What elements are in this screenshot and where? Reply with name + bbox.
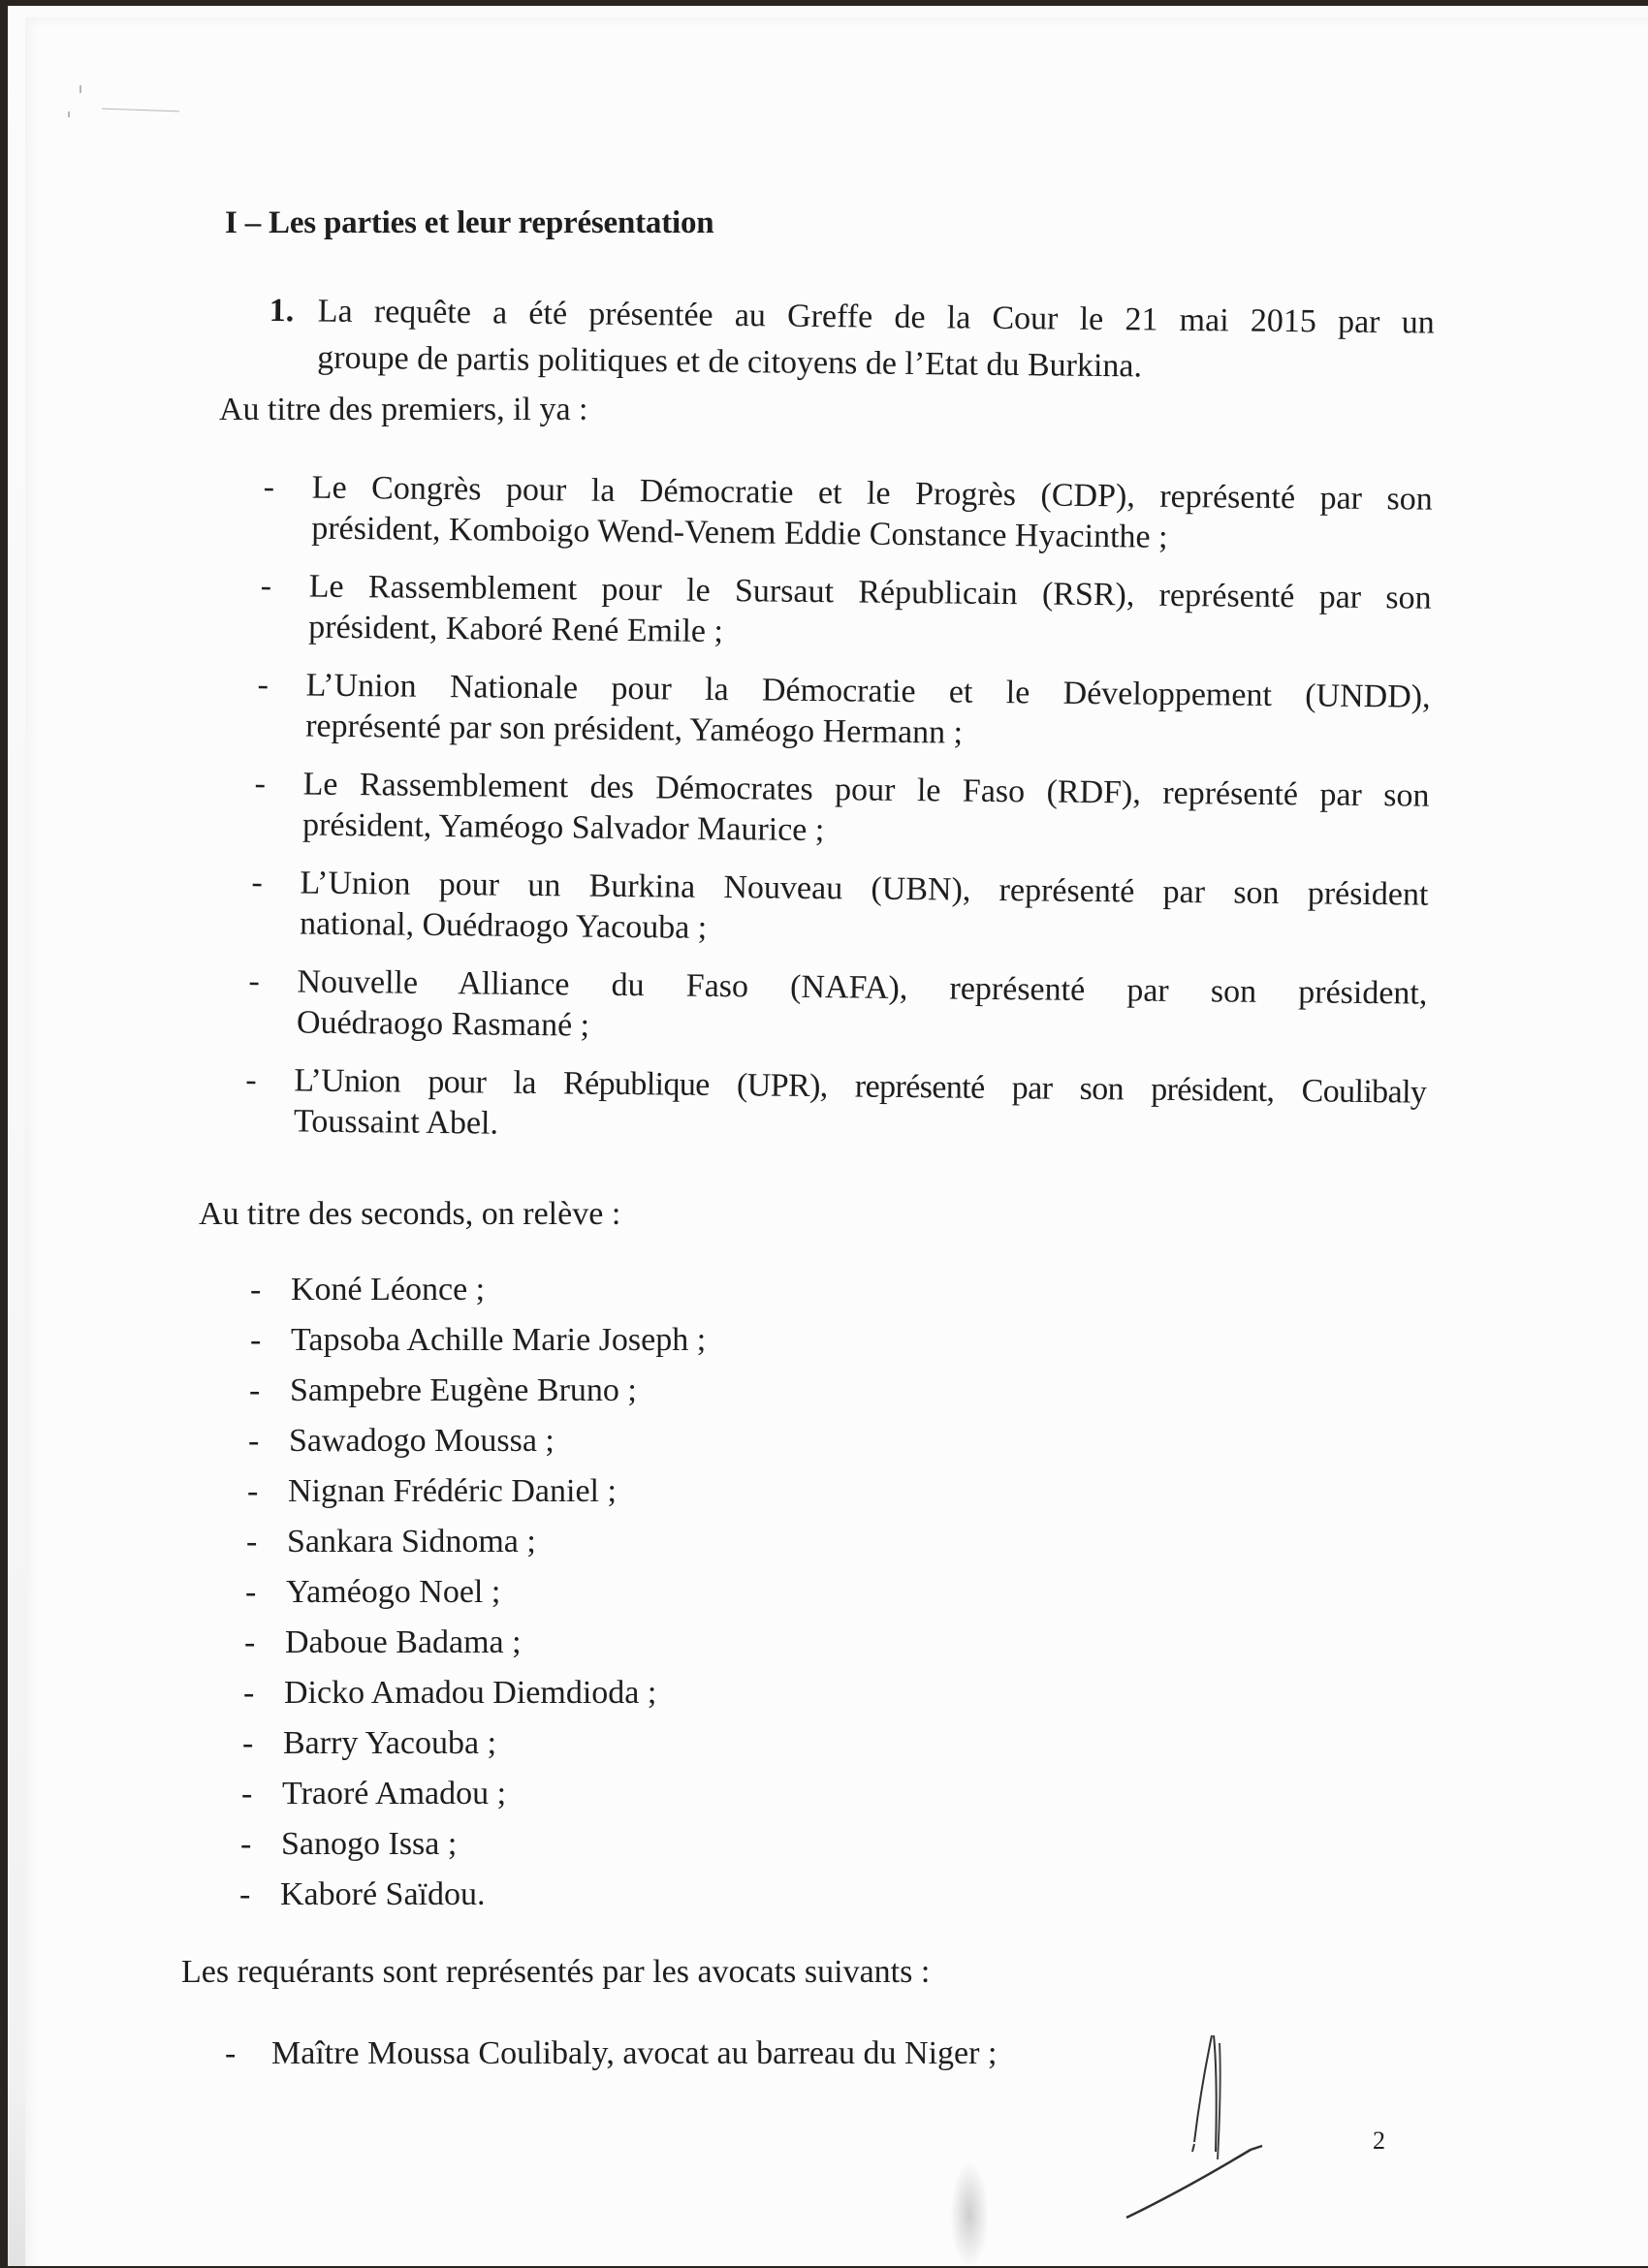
bullet-dash: - bbox=[260, 568, 272, 605]
scan-mark bbox=[79, 85, 81, 93]
bullet-dash: - bbox=[250, 1322, 262, 1358]
paragraph-1 bbox=[269, 291, 1435, 391]
citizen-name: Barry Yacouba ; bbox=[283, 1725, 497, 1761]
list-item-text: président, Kaboré René Emile ; bbox=[308, 609, 724, 650]
lawyers-list bbox=[225, 2033, 997, 2084]
citizen-name: Sanogo Issa ; bbox=[281, 1826, 458, 1862]
scan-smudge bbox=[950, 2161, 989, 2268]
paragraph-number: 1. bbox=[269, 292, 295, 330]
bullet-dash: - bbox=[244, 1624, 256, 1660]
list-item-text: L’Union Nationale pour la Démocratie et le Développement (UNDD), bbox=[305, 667, 1431, 715]
political-parties-list bbox=[245, 467, 1433, 1172]
section-heading: I – Les parties et leur représentation bbox=[225, 205, 714, 240]
list-item bbox=[242, 1723, 698, 1774]
bullet-dash: - bbox=[245, 1574, 257, 1610]
bullet-dash: - bbox=[248, 962, 260, 1000]
list-item bbox=[248, 1421, 704, 1471]
citizen-name: Tapsoba Achille Marie Joseph ; bbox=[291, 1322, 707, 1358]
lawyers-intro: Les requérants sont représentés par les avocats suivants : bbox=[181, 1954, 931, 1990]
citizen-name: Sampebre Eugène Bruno ; bbox=[290, 1372, 637, 1408]
list-item-text: Toussaint Abel. bbox=[293, 1103, 499, 1142]
bullet-dash: - bbox=[243, 1675, 255, 1711]
signature-initials-icon bbox=[1125, 2016, 1357, 2239]
list-item-text: national, Ouédraogo Yacouba ; bbox=[299, 905, 708, 946]
bullet-dash: - bbox=[241, 1776, 253, 1811]
list-item bbox=[253, 863, 1429, 974]
list-item-text: Le Rassemblement pour le Sursaut Républicain (RSR), représenté par son bbox=[308, 568, 1432, 616]
bullet-dash: - bbox=[245, 1061, 257, 1099]
scan-mark bbox=[68, 111, 70, 117]
list-item-text: Ouédraogo Rasmané ; bbox=[296, 1004, 590, 1044]
list-item-text: L’Union pour la République (UPR), représenté par son président, Coulibaly bbox=[294, 1062, 1427, 1111]
bullet-dash: - bbox=[249, 1372, 261, 1408]
bullet-dash: - bbox=[251, 864, 264, 901]
list-item bbox=[257, 467, 1433, 579]
list-item bbox=[247, 1471, 703, 1522]
list-item bbox=[241, 1774, 697, 1824]
citizens-intro: Au titre des seconds, on relève : bbox=[199, 1196, 621, 1232]
lawyer-entry: Maître Moussa Coulibaly, avocat au barreau du Niger ; bbox=[271, 2035, 998, 2071]
list-item-text: L’Union pour un Burkina Nouveau (UBN), représenté par son président bbox=[300, 865, 1429, 913]
list-item bbox=[245, 1060, 1427, 1172]
page-number: 2 bbox=[1373, 2126, 1385, 2155]
parties-intro: Au titre des premiers, il ya : bbox=[219, 392, 588, 427]
list-item bbox=[254, 764, 1430, 875]
list-item bbox=[239, 1874, 695, 1925]
bullet-dash: - bbox=[257, 667, 269, 704]
bullet-dash: - bbox=[254, 765, 267, 803]
list-item bbox=[240, 1824, 696, 1874]
list-item-text: représenté par son président, Yaméogo Hermann ; bbox=[305, 708, 964, 751]
citizen-name: Koné Léonce ; bbox=[291, 1272, 486, 1307]
list-item bbox=[249, 1370, 705, 1421]
list-item bbox=[250, 1320, 706, 1370]
citizen-name: Sawadogo Moussa ; bbox=[289, 1423, 555, 1459]
bullet-dash: - bbox=[225, 2035, 237, 2071]
list-item bbox=[225, 2033, 997, 2084]
scan-mark bbox=[102, 109, 179, 112]
list-item bbox=[244, 1622, 700, 1673]
list-item bbox=[248, 961, 1428, 1073]
list-item-text: Le Congrès pour la Démocratie et le Progrès (CDP), représenté par son bbox=[311, 469, 1433, 518]
bullet-dash: - bbox=[240, 1826, 252, 1862]
list-item-text: Nouvelle Alliance du Faso (NAFA), représenté par son président, bbox=[297, 963, 1428, 1012]
bullet-dash: - bbox=[248, 1423, 260, 1459]
list-item bbox=[246, 1522, 702, 1572]
citizen-name: Daboue Badama ; bbox=[285, 1624, 522, 1660]
list-item bbox=[255, 665, 1431, 776]
paragraph-line: La requête a été présentée au Greffe de la Cour le 21 mai 2015 par un bbox=[317, 293, 1435, 341]
list-item bbox=[245, 1572, 701, 1622]
list-item bbox=[250, 1270, 706, 1320]
citizen-name: Yaméogo Noel ; bbox=[286, 1574, 501, 1610]
citizens-list bbox=[239, 1270, 707, 1925]
paragraph-line: groupe de partis politiques et de citoyens de l’Etat du Burkina. bbox=[317, 339, 1143, 385]
bullet-dash: - bbox=[239, 1876, 251, 1912]
bullet-dash: - bbox=[250, 1272, 262, 1307]
citizen-name: Nignan Frédéric Daniel ; bbox=[288, 1473, 617, 1509]
bullet-dash: - bbox=[263, 469, 275, 506]
list-item-text: président, Komboigo Wend-Venem Eddie Constance Hyacinthe ; bbox=[311, 510, 1168, 555]
list-item bbox=[243, 1673, 699, 1723]
bullet-dash: - bbox=[247, 1473, 259, 1509]
citizen-name: Kaboré Saïdou. bbox=[280, 1876, 486, 1912]
bullet-dash: - bbox=[242, 1725, 254, 1761]
list-item-text: Le Rassemblement des Démocrates pour le Faso (RDF), représenté par son bbox=[302, 766, 1430, 814]
citizen-name: Dicko Amadou Diemdioda ; bbox=[284, 1675, 657, 1711]
list-item-text: président, Yaméogo Salvador Maurice ; bbox=[301, 806, 825, 849]
list-item bbox=[256, 566, 1432, 677]
citizen-name: Sankara Sidnoma ; bbox=[287, 1524, 536, 1559]
bullet-dash: - bbox=[246, 1524, 258, 1559]
citizen-name: Traoré Amadou ; bbox=[282, 1776, 507, 1811]
